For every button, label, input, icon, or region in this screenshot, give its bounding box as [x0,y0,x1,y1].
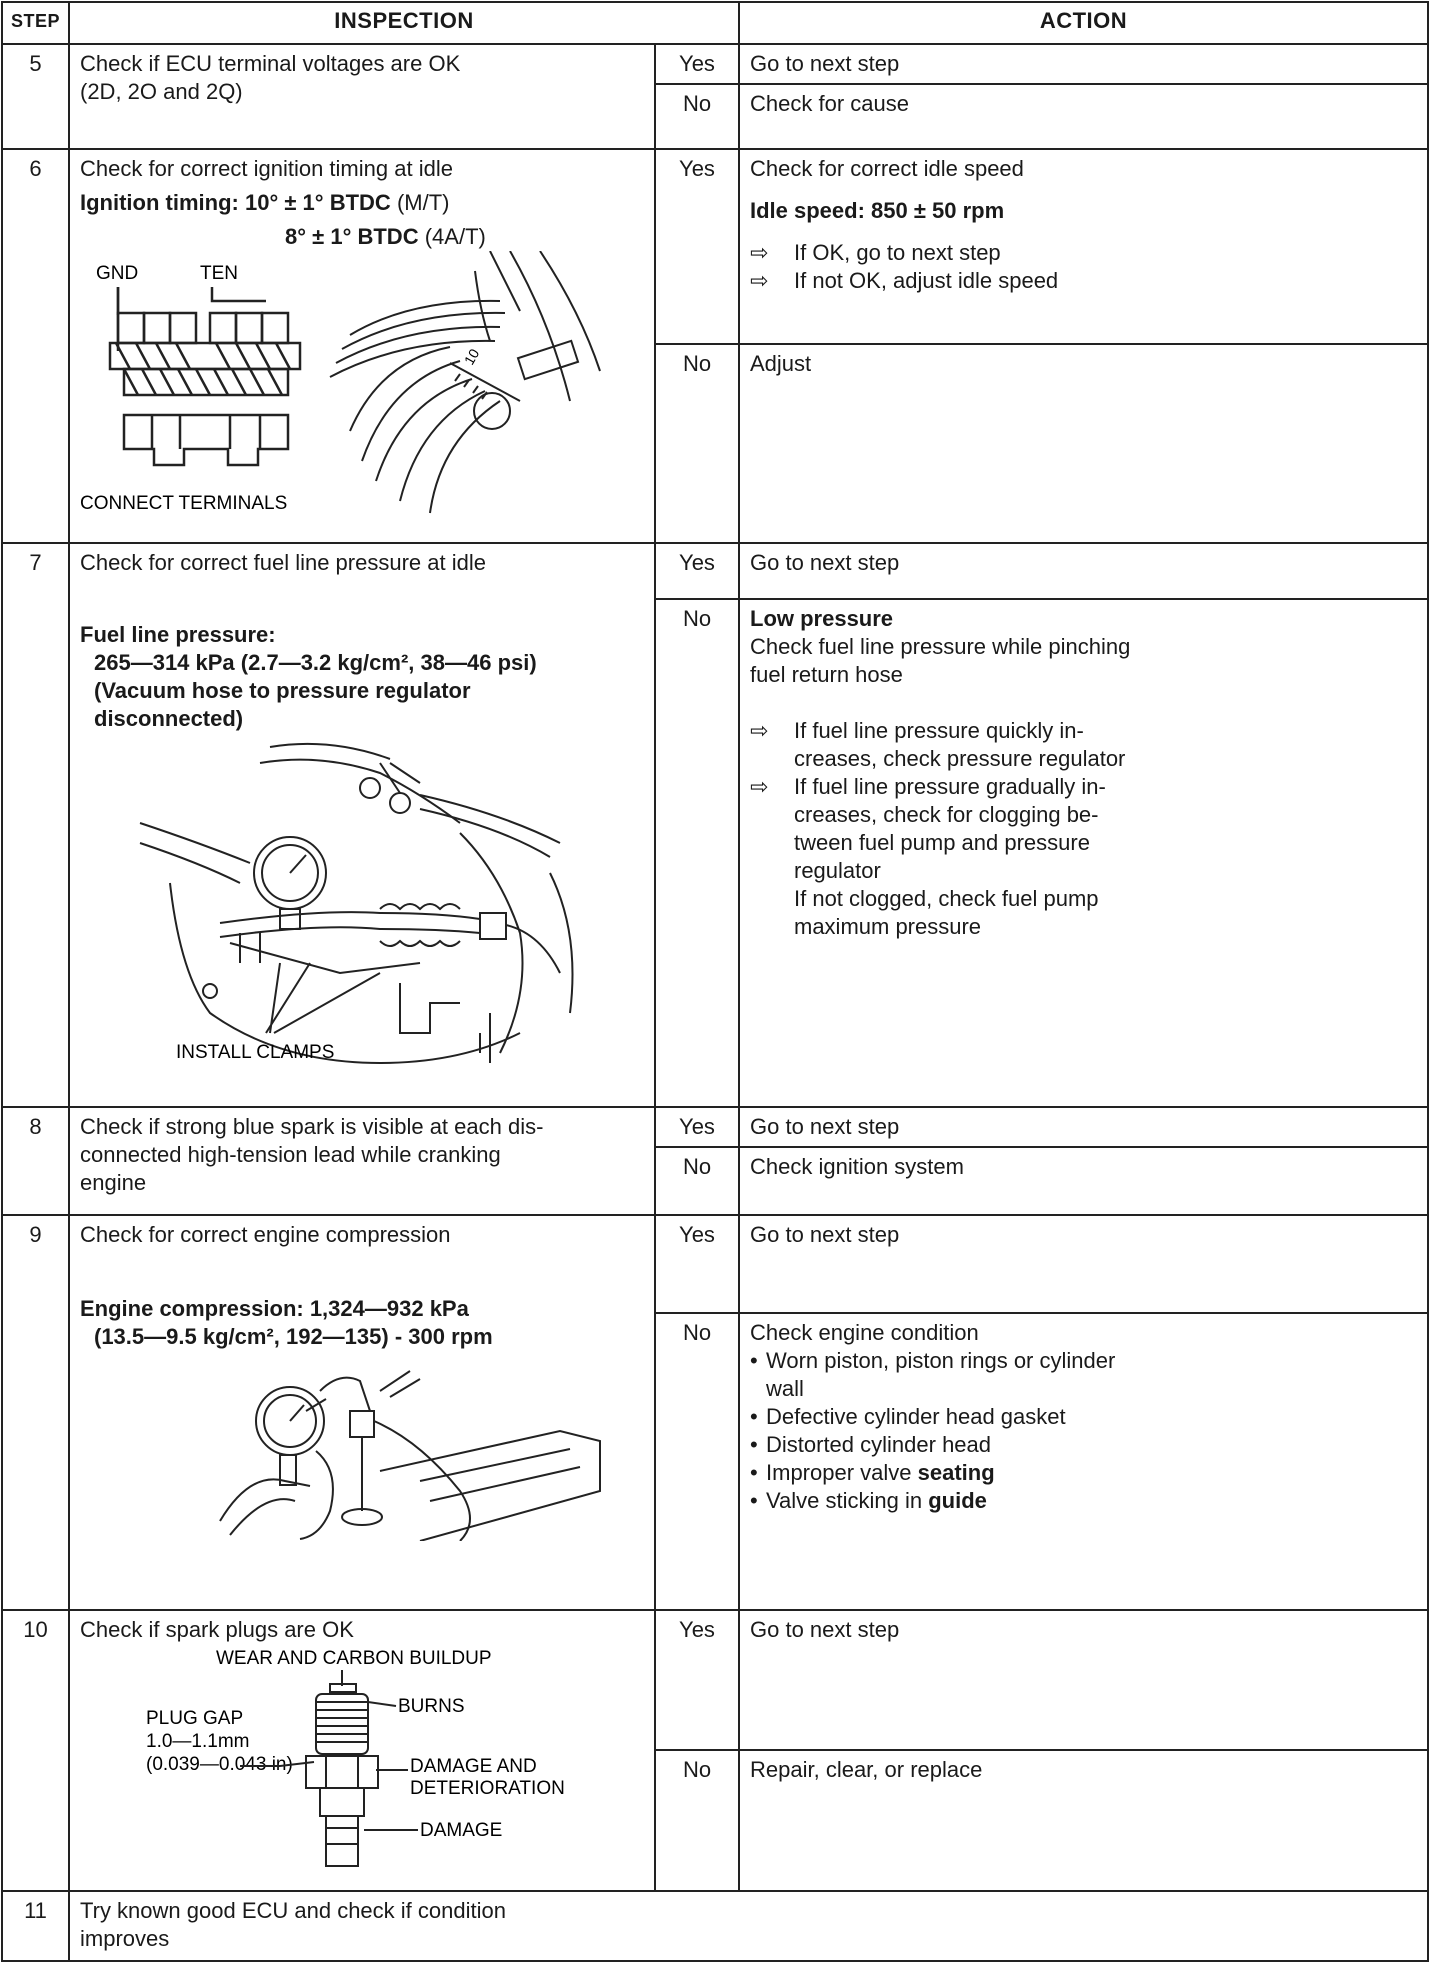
plug-gap-label: PLUG GAP [146,1708,244,1729]
inspection-text: Check if spark plugs are OK [80,1617,354,1642]
inspection-text: Check for correct engine compression [80,1222,451,1247]
list-item [750,1347,1417,1403]
connect-terminals-caption: CONNECT TERMINALS [80,493,288,514]
timing-mark-label: 10 [460,346,483,368]
connector-icon [110,287,300,465]
yes-action: Go to next step [739,1107,1428,1147]
inspection-cell [69,543,655,1107]
yes-label: Yes [655,1610,739,1750]
step-number: 7 [2,543,69,1107]
low-pressure-title: Low pressure [750,606,894,631]
inspection-cell [69,149,655,543]
notok-line-text: If not OK, adjust idle speed [794,268,1059,293]
plug-gap-value: 1.0—1.1mm [146,1731,250,1752]
table-row [2,1215,1428,1313]
step-number: 9 [2,1215,69,1610]
inspection-text: Try known good ECU and check if condition [80,1898,506,1923]
list-item-text: Valve sticking in [766,1488,923,1513]
idle-speed-spec: Idle speed: 850 ± 50 rpm [750,198,1005,223]
gnd-label: GND [96,263,139,284]
header-action: ACTION [739,2,1428,44]
spec-label: Ignition timing: [80,190,239,215]
list-item [750,1487,1417,1515]
table-row [2,44,1428,84]
no-label: No [655,599,739,1107]
ignition-timing-spec [80,189,644,217]
no-label: No [655,1147,739,1215]
yes-action: Check for correct idle speed [750,156,1024,181]
header-step: STEP [2,2,69,44]
yes-label: Yes [655,1215,739,1313]
list-item-bold: seating [917,1460,995,1485]
inspection-text: engine [80,1170,147,1195]
install-clamps-caption: INSTALL CLAMPS [176,1042,335,1063]
yes-action: Go to next step [739,1610,1428,1750]
compression-gauge-illustration [80,1351,640,1541]
step-number: 8 [2,1107,69,1215]
inspection-cell [69,1107,655,1215]
notok-line [750,267,1417,295]
list-item [750,1459,1417,1487]
list-item-bold: guide [928,1488,987,1513]
right-outline-arrow-icon: ⇨ [750,268,769,293]
burns-label: BURNS [398,1696,465,1717]
yes-label: Yes [655,149,739,344]
fuel-pressure-spec: (Vacuum hose to pressure regulator [94,678,471,703]
condition-list [750,1347,1417,1515]
inspection-text: Check for correct ignition timing at idle [80,156,453,181]
arrow-text: regulator [794,858,881,883]
table-row [2,149,1428,344]
damage-deterioration-label: DAMAGE AND [410,1756,537,1777]
yes-action: Go to next step [739,44,1428,84]
inspection-text: Check if ECU terminal voltages are OK [80,51,461,76]
no-action-cell [739,1313,1428,1610]
inspection-cell [69,1215,655,1610]
arrow-text: If fuel line pressure quickly in- [794,718,1084,743]
timing-connector-illustration [80,251,640,521]
spec-mt-unit: (M/T) [396,190,450,215]
arrow-item [750,773,1417,941]
inspection-text: Check if strong blue spark is visible at each dis- [80,1114,544,1139]
spec-at-unit: (4A/T) [424,224,486,249]
damage-label: DAMAGE [420,1820,503,1841]
yes-label: Yes [655,44,739,84]
wear-carbon-label: WEAR AND CARBON BUILDUP [216,1648,492,1669]
arrow-text: tween fuel pump and pressure [794,830,1090,855]
yes-action: Go to next step [739,1215,1428,1313]
right-outline-arrow-icon: ⇨ [750,240,769,265]
no-action: Repair, clear, or replace [739,1750,1428,1891]
table-header-row [2,2,1428,44]
arrow-item [750,717,1417,773]
no-action: Check ignition system [739,1147,1428,1215]
list-item: • Distorted cylinder head [750,1431,1417,1459]
fuel-gauge-icon [140,744,573,1063]
inspection-text: (2D, 2O and 2Q) [80,79,243,104]
step-number: 11 [2,1891,69,1961]
ok-line-text: If OK, go to next step [794,240,1001,265]
no-label: No [655,84,739,149]
ignition-timing-spec-at [80,223,644,251]
yes-label: Yes [655,543,739,599]
compression-spec: (13.5—9.5 kg/cm², 192—135) - 300 rpm [94,1324,493,1349]
arrow-text: If not clogged, check fuel pump [794,886,1099,911]
no-action-text: fuel return hose [750,662,903,687]
yes-label: Yes [655,1107,739,1147]
spec-mt: 10° ± 1° BTDC [244,190,391,215]
no-action-title: Check engine condition [750,1320,979,1345]
arrow-text: If fuel line pressure gradually in- [794,774,1106,799]
inspection-text: connected high-tension lead while cranking [80,1142,501,1167]
step-number: 5 [2,44,69,149]
no-label: No [655,1750,739,1891]
no-label: No [655,344,739,543]
table-row [2,1891,1428,1961]
no-action: Check for cause [739,84,1428,149]
spec-at: 8° ± 1° BTDC [285,224,419,249]
list-item-text: Improper valve [766,1460,912,1485]
table-row [2,543,1428,599]
no-action-cell [739,599,1428,1107]
arrow-text: creases, check pressure regulator [794,746,1126,771]
list-item-text: wall [766,1376,804,1401]
compression-gauge-icon [220,1371,600,1541]
ten-label: TEN [200,263,238,284]
yes-action: Go to next step [739,543,1428,599]
spark-plug-illustration [80,1644,640,1874]
arrow-text: maximum pressure [794,914,982,939]
right-outline-arrow-icon: ⇨ [750,774,769,799]
plug-gap-value-in: (0.039—0.043 in) [146,1754,293,1775]
pulley-icon [330,251,600,513]
fuel-pressure-label: Fuel line pressure: [80,622,276,647]
arrow-text: creases, check for clogging be- [794,802,1099,827]
fuel-gauge-illustration [80,733,640,1073]
damage-deterioration-label-2: DETERIORATION [410,1778,565,1799]
table-row [2,1107,1428,1147]
yes-action-cell [739,149,1428,344]
list-item-text: Worn piston, piston rings or cylinder [766,1348,1116,1373]
right-outline-arrow-icon: ⇨ [750,718,769,743]
fuel-pressure-spec: disconnected) [94,706,244,731]
header-inspection: INSPECTION [69,2,739,44]
no-action-text: Check fuel line pressure while pinching [750,634,1131,659]
inspection-table [1,1,1429,1962]
list-item: • Defective cylinder head gasket [750,1403,1417,1431]
step-number: 6 [2,149,69,543]
fuel-pressure-spec: 265—314 kPa (2.7—3.2 kg/cm², 38—46 psi) [94,650,537,675]
ok-line [750,239,1417,267]
step-number: 10 [2,1610,69,1891]
inspection-text: improves [80,1926,170,1951]
compression-spec: Engine compression: 1,324—932 kPa [80,1296,469,1321]
inspection-text: Check for correct fuel line pressure at idle [80,550,486,575]
inspection-cell [69,1891,1428,1961]
no-label: No [655,1313,739,1610]
inspection-cell [69,44,655,149]
inspection-cell [69,1610,655,1891]
no-action: Adjust [739,344,1428,543]
table-row [2,1610,1428,1750]
